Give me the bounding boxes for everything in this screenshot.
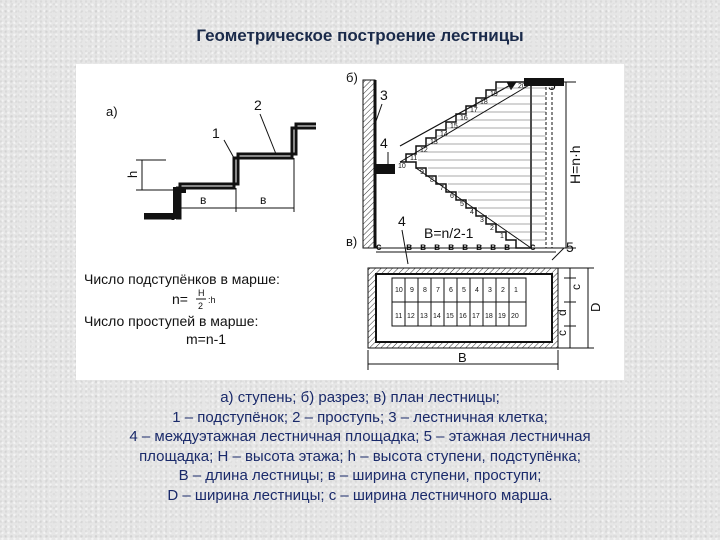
tread-mark: в <box>476 242 483 253</box>
label-length-B: B=n/2-1 <box>424 225 474 241</box>
plan-step: 12 <box>407 313 415 320</box>
tread-mark: в <box>434 242 441 253</box>
plan-step: 17 <box>472 313 480 320</box>
caption-line: площадка; Н – высота этажа; h – высота ступени, подступёнка; <box>139 447 581 465</box>
step-num: 3 <box>480 217 484 224</box>
step-num: 2 <box>490 225 494 232</box>
label-landing-4-section: 4 <box>380 135 388 151</box>
plan-step: 6 <box>449 287 453 294</box>
formula-treads-expr: m=n-1 <box>186 331 227 347</box>
label-landing-4-plan: 4 <box>398 213 406 229</box>
step-num: 12 <box>420 147 428 154</box>
step-num: 6 <box>450 193 454 200</box>
plan-step: 11 <box>395 313 403 320</box>
label-tread-width-2: в <box>260 193 267 207</box>
step-num: 11 <box>410 155 418 162</box>
caption-line: а) ступень; б) разрез; в) план лестницы; <box>220 389 500 406</box>
dim-c-top: c <box>569 284 583 290</box>
page-title: Геометрическое построение лестницы <box>196 26 524 45</box>
step-num: 13 <box>430 139 438 146</box>
tread-mark: в <box>504 242 511 253</box>
caption-line: D – ширина лестницы; с – ширина лестничного марша. <box>167 486 553 504</box>
formula-risers-den: 2 <box>198 301 204 311</box>
step-num: 18 <box>480 99 488 106</box>
label-a: а) <box>106 104 118 119</box>
step-num: 16 <box>460 115 468 122</box>
plan-step: 14 <box>433 313 441 320</box>
step-num: 5 <box>460 201 464 208</box>
step-num: 19 <box>490 91 498 98</box>
tread-mark: в <box>448 242 455 253</box>
label-floor-landing-5-section: 5 <box>548 77 556 93</box>
label-tread-width-1: в <box>200 193 207 207</box>
step-num: 9 <box>420 169 424 176</box>
caption-line: 1 – подступёнок; 2 – проступь; 3 – лестничная клетка; <box>172 408 548 426</box>
label-h: h <box>125 170 140 178</box>
caption-line: В – длина лестницы; в – ширина ступени, проступи; <box>178 467 542 484</box>
plan-step: 2 <box>501 287 505 294</box>
plan-step: 4 <box>475 287 479 294</box>
plan-step: 20 <box>511 313 519 320</box>
dim-B: B <box>458 350 467 365</box>
step-num: 10 <box>398 163 406 170</box>
tread-mark: в <box>462 242 469 253</box>
plan-step: 7 <box>436 287 440 294</box>
stair-section <box>346 70 583 248</box>
label-b: б) <box>346 70 358 85</box>
label-stair-cell-3: 3 <box>380 87 388 103</box>
formula-treads-text: Число проступей в марше: <box>84 313 259 329</box>
plan-step: 1 <box>514 287 518 294</box>
plan-step: 13 <box>420 313 428 320</box>
label-tread-2: 2 <box>254 97 262 113</box>
formula-risers-num: H <box>198 288 205 298</box>
caption-line: 4 – междуэтажная лестничная площадка; 5 – этажная лестничная <box>129 428 591 445</box>
plan-step: 16 <box>459 313 467 320</box>
step-num: 1 <box>500 233 504 240</box>
stair-plan <box>346 213 603 370</box>
plan-step: 10 <box>395 287 403 294</box>
formula-risers-text: Число подступёнков в марше: <box>84 271 280 287</box>
plan-step: 5 <box>462 287 466 294</box>
label-c-right: c <box>530 242 536 253</box>
plan-step: 3 <box>488 287 492 294</box>
plan-step: 19 <box>498 313 506 320</box>
step-num: 15 <box>450 123 458 130</box>
dim-d: d <box>555 309 569 316</box>
step-num: 17 <box>470 107 478 114</box>
formula-risers-lhs: n= <box>172 291 188 307</box>
plan-step: 18 <box>485 313 493 320</box>
dim-D: D <box>588 302 603 312</box>
label-floor-landing-5-plan: 5 <box>566 239 574 255</box>
label-riser-1: 1 <box>212 125 220 141</box>
formula-risers-tail: :h <box>208 295 216 305</box>
tread-mark: в <box>406 242 413 253</box>
figure-caption <box>70 388 650 505</box>
label-c-left: c <box>376 242 382 253</box>
formula-block <box>84 271 280 347</box>
tread-mark: в <box>420 242 427 253</box>
step-num: 20 <box>518 83 526 90</box>
step-num: 4 <box>470 209 474 216</box>
dim-c-bottom: c <box>555 330 569 336</box>
step-profile <box>106 97 316 220</box>
plan-step: 8 <box>423 287 427 294</box>
plan-step: 15 <box>446 313 454 320</box>
step-num: 8 <box>430 177 434 184</box>
step-num: 14 <box>440 131 448 138</box>
plan-step: 9 <box>410 287 414 294</box>
step-num: 7 <box>440 185 444 192</box>
label-v: в) <box>346 234 358 249</box>
tread-mark: в <box>490 242 497 253</box>
label-height-H: H=n·h <box>567 145 583 184</box>
stair-diagram <box>76 64 624 380</box>
